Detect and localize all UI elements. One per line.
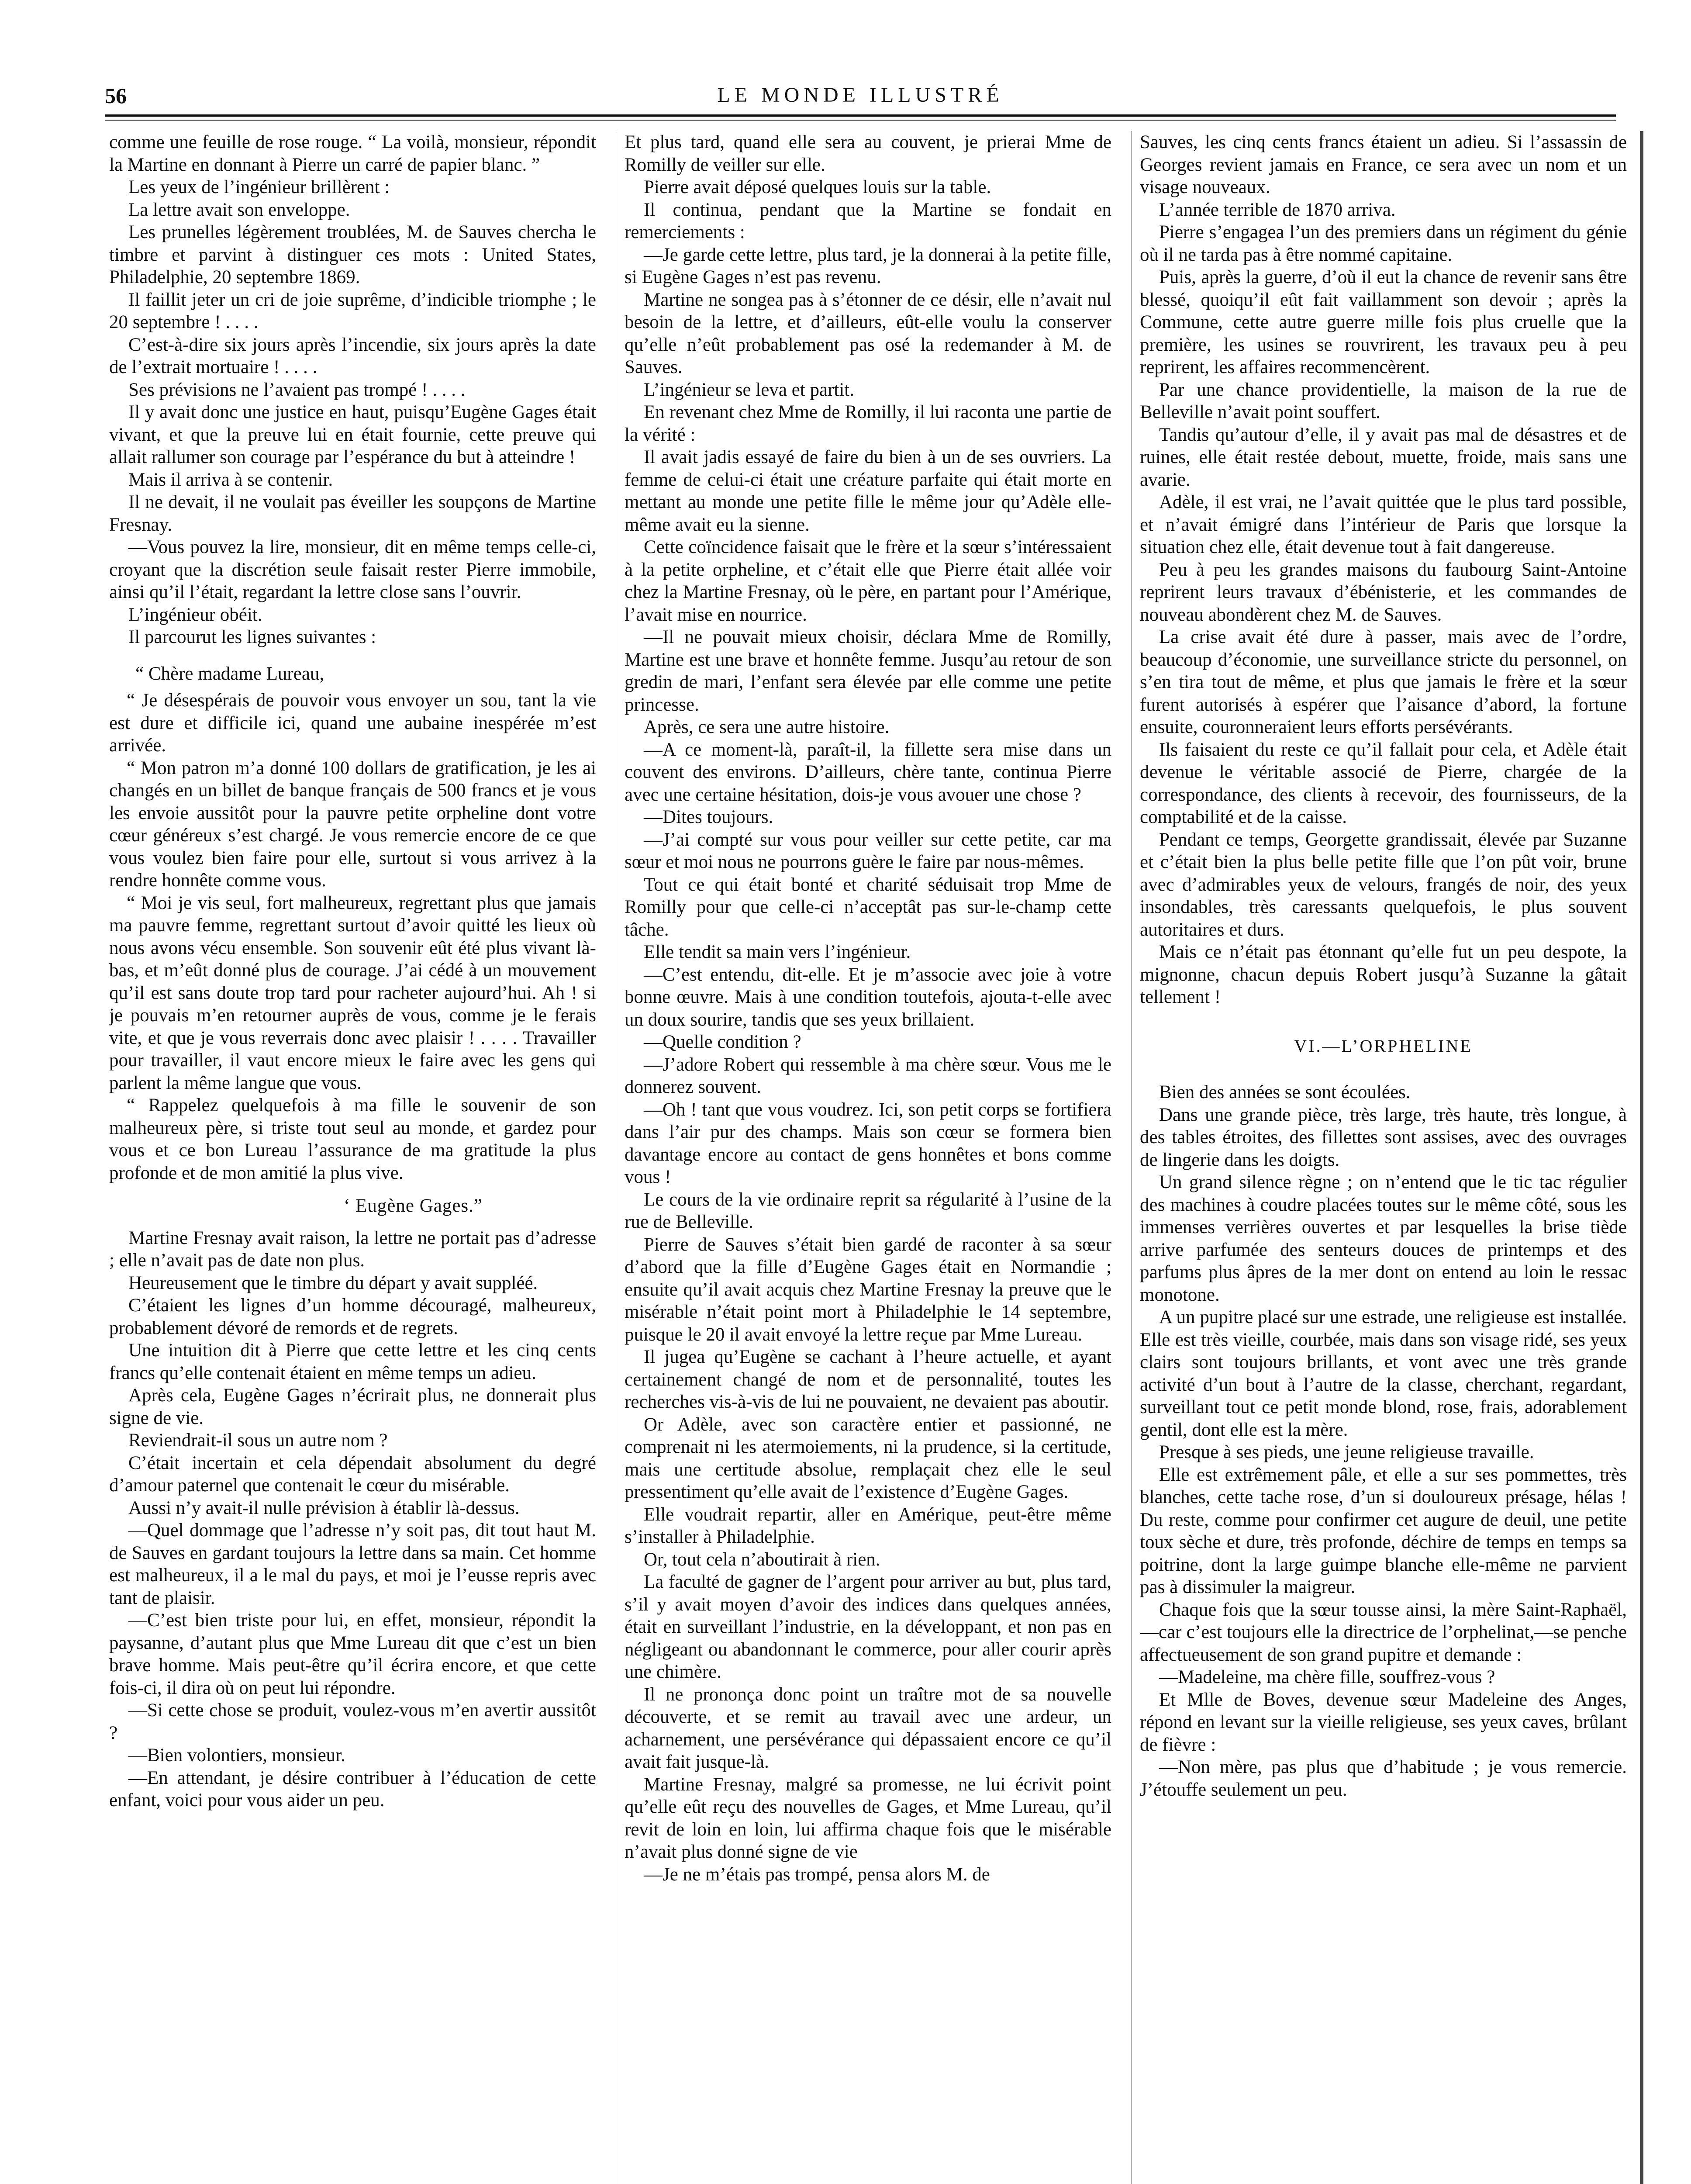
- paragraph: La faculté de gagner de l’argent pour arriver au but, plus tard, s’il y avait moyen d’avoir des indices dans quelques années, était en surveillant l’industrie, en la développant, et non pas en négligeant ou abandonnant le commerce, pour aller courir après une chimère.: [625, 1572, 1111, 1682]
- paragraph: —C’est bien triste pour lui, en effet, monsieur, répondit la paysanne, d’autant plus que Mme Lureau dit que c’est un bien brave homme. Mais peut-être qu’il écrira encore, et que cette fois-ci, il dira où on peut lui répondre.: [109, 1610, 596, 1698]
- paragraph: Une intuition dit à Pierre que cette lettre et les cinq cents francs qu’elle contenait étaient en même temps un adieu.: [109, 1340, 596, 1383]
- paragraph: —Non mère, pas plus que d’habitude ; je vous remercie. J’étouffe seulement un peu.: [1140, 1757, 1627, 1800]
- paragraph: Aussi n’y avait-il nulle prévision à établir là-dessus.: [128, 1497, 520, 1518]
- page-header: [105, 83, 1616, 109]
- paragraph: Après cela, Eugène Gages n’écrirait plus, ne donnerait plus signe de vie.: [109, 1385, 596, 1428]
- paragraph: Heureusement que le timbre du départ y avait suppléé.: [128, 1272, 538, 1293]
- paragraph: Les prunelles légèrement troublées, M. de Sauves chercha le timbre et parvint à distinguer ces mots : United States, Philadelphie, 20 septembre 1869.: [109, 222, 596, 287]
- paragraph: Peu à peu les grandes maisons du faubourg Saint-Antoine reprirent leurs travaux d’ébénisterie, et les commandes de nouveau abondèrent chez M. de Sauves.: [1140, 559, 1627, 625]
- paragraph: —Il ne pouvait mieux choisir, déclara Mme de Romilly, Martine est une brave et honnête femme. Jusqu’au retour de son gredin de mari, l’enfant sera élevée par elle comme une petite princesse.: [625, 627, 1111, 715]
- paragraph: Presque à ses pieds, une jeune religieuse travaille.: [1159, 1442, 1534, 1462]
- paragraph: Bien des années se sont écoulées.: [1159, 1082, 1411, 1102]
- paragraph: —Je garde cette lettre, plus tard, je la donnerai à la petite fille, si Eugène Gages n’est pas revenu.: [625, 244, 1111, 287]
- paragraph: Martine ne songea pas à s’étonner de ce désir, elle n’avait nul besoin de la lettre, et d’ailleurs, eût-elle voulu la conserver qu’elle n’eût probablement pas osé la redemander à M. de Sauves.: [625, 289, 1111, 377]
- paragraph: Il continua, pendant que la Martine se fondait en remerciements :: [625, 199, 1111, 242]
- paragraph: L’ingénieur se leva et partit.: [644, 379, 854, 400]
- paragraph: Ils faisaient du reste ce qu’il fallait pour cela, et Adèle était devenue le véritable associé de Pierre, chargée de la correspondance, des clients à recevoir, des fournisseurs, de la comptabilité et de la caisse.: [1140, 739, 1627, 827]
- letter-greeting: “ Chère madame Lureau,: [135, 663, 324, 684]
- paragraph: —Si cette chose se produit, voulez-vous m’en avertir aussitôt ?: [109, 1700, 596, 1743]
- paragraph: Le cours de la vie ordinaire reprit sa régularité à l’usine de la rue de Belleville.: [625, 1189, 1111, 1232]
- paragraph: —En attendant, je désire contribuer à l’éducation de cette enfant, voici pour vous aider un peu.: [109, 1767, 596, 1811]
- paragraph: —Quelle condition ?: [644, 1032, 801, 1052]
- paragraph: Par une chance providentielle, la maison de la rue de Belleville n’avait point souffert.: [1140, 379, 1627, 422]
- paragraph: Il avait jadis essayé de faire du bien à un de ses ouvriers. La femme de celui-ci était une créature parfaite qui était morte en mettant au monde une petite fille le même jour qu’Adèle elle-même avait eu la sienne.: [625, 447, 1111, 535]
- paragraph: Or, tout cela n’aboutirait à rien.: [644, 1549, 880, 1570]
- column-divider: [1131, 131, 1132, 2184]
- paragraph: Reviendrait-il sous un autre nom ?: [128, 1430, 388, 1451]
- paragraph: Il ne prononça donc point un traître mot de sa nouvelle découverte, et se remit au travail avec une ardeur, un acharnement, une persévérance qui dépassaient encore ce qu’il avait fait jusque-là.: [625, 1684, 1111, 1772]
- running-title: LE MONDE ILLUSTRÉ: [717, 83, 1004, 107]
- paragraph: Les yeux de l’ingénieur brillèrent :: [128, 177, 390, 197]
- paragraph: Il y avait donc une justice en haut, puisqu’Eugène Gages était vivant, et que la preuve lui en était fournie, cette preuve qui allait rallumer son courage par l’espérance du but à atteindre !: [109, 402, 596, 467]
- header-rule: [105, 114, 1616, 117]
- paragraph: Après, ce sera une autre histoire.: [644, 717, 890, 737]
- paragraph: —Je ne m’étais pas trompé, pensa alors M. de: [644, 1864, 990, 1885]
- letter-signature: ‘ Eugène Gages.”: [343, 1196, 483, 1216]
- paragraph: Il faillit jeter un cri de joie suprême, d’indicible triomphe ; le 20 septembre ! . . . .: [109, 289, 596, 332]
- paragraph: —C’est entendu, dit-elle. Et je m’associe avec joie à votre bonne œuvre. Mais à une condition toutefois, ajouta-t-elle avec un doux sourire, tandis que ses yeux brillaient.: [625, 964, 1111, 1030]
- paragraph: —Quel dommage que l’adresse n’y soit pas, dit tout haut M. de Sauves en gardant toujours la lettre dans sa main. Cet homme est malheureux, il a le mal du pays, et moi je l’eusse repris avec tant de plaisir.: [109, 1520, 596, 1608]
- paragraph: C’était incertain et cela dépendait absolument du degré d’amour paternel que contenait le cœur du misérable.: [109, 1452, 596, 1496]
- paragraph: Elle voudrait repartir, aller en Amérique, peut-être même s’installer à Philadelphie.: [625, 1504, 1111, 1547]
- paragraph: Ses prévisions ne l’avaient pas trompé ! . . . .: [128, 379, 466, 400]
- paragraph: Sauves, les cinq cents francs étaient un adieu. Si l’assassin de Georges revient jamais en France, ce sera avec un nom et un visage nouveaux.: [1140, 132, 1627, 197]
- paragraph: C’étaient les lignes d’un homme découragé, malheureux, probablement dévoré de remords et de regrets.: [109, 1295, 596, 1338]
- paragraph: Il parcourut les lignes suivantes :: [128, 627, 376, 647]
- paragraph: Et Mlle de Boves, devenue sœur Madeleine des Anges, répond en levant sur la vieille religieuse, ses yeux caves, brûlant de fièvre :: [1140, 1689, 1627, 1755]
- paragraph: Pierre de Sauves s’était bien gardé de raconter à sa sœur d’abord que la fille d’Eugène Gages était en Normandie ; ensuite qu’il avait acquis chez Martine Fresnay la preuve que le misérable n’était point mort à Philadelphie le 14 septembre, puisque le 20 il avait envoyé la lettre reçue par Mme Lureau.: [625, 1234, 1111, 1345]
- paragraph: —Dites toujours.: [644, 807, 773, 827]
- letter-paragraph: “ Rappelez quelquefois à ma fille le souvenir de son malheureux père, si triste tout seul au monde, et gardez pour vous et ce bon Lureau l’assurance de ma gratitude la plus profonde et de mon amitié la plus vive.: [109, 1095, 596, 1183]
- paragraph: La lettre avait son enveloppe.: [128, 199, 350, 220]
- paragraph: Dans une grande pièce, très large, très haute, très longue, à des tables étroites, des fillettes sont assises, avec des ouvrages de lingerie dans les doigts.: [1140, 1104, 1627, 1170]
- paragraph: Chaque fois que la sœur tousse ainsi, la mère Saint-Raphaël,—car c’est toujours elle la directrice de l’orphelinat,—se penche affectueusement de son grand pupitre et demande :: [1140, 1599, 1627, 1665]
- text-column-3: [1140, 131, 1627, 2184]
- paragraph: Martine Fresnay avait raison, la lettre ne portait pas d’adresse ; elle n’avait pas de date non plus.: [109, 1227, 596, 1271]
- paragraph: Adèle, il est vrai, ne l’avait quittée que le plus tard possible, et n’avait émigré dans l’intérieur de Paris que lorsque la situation chez elle, était devenue tout à fait dangereuse.: [1140, 492, 1627, 557]
- paragraph: —A ce moment-là, paraît-il, la fillette sera mise dans un couvent des environs. D’ailleurs, chère tante, continua Pierre avec une certaine hésitation, dois-je vous avouer une chose ?: [625, 739, 1111, 805]
- text-column-2: [625, 131, 1111, 2184]
- paragraph: comme une feuille de rose rouge. “ La voilà, monsieur, répondit la Martine en donnant à Pierre un carré de papier blanc. ”: [109, 132, 596, 175]
- paragraph: —Madeleine, ma chère fille, souffrez-vous ?: [1159, 1667, 1495, 1687]
- paragraph: Un grand silence règne ; on n’entend que le tic tac régulier des machines à coudre placées toutes sur le même côté, sous les immenses verrières ouvertes et par lesquelles la brise tiède arrive parfumée des senteurs douces de printemps et des parfums plus âpres de la mer dont on entend au loin le ressac monotone.: [1140, 1172, 1627, 1305]
- paragraph: L’ingénieur obéit.: [128, 604, 262, 625]
- text-column-1: [109, 131, 596, 2184]
- paragraph: Cette coïncidence faisait que le frère et la sœur s’intéressaient à la petite orpheline, et c’était elle que Pierre était allée voir chez la Martine Fresnay, où le père, en partant pour l’Amérique, l’avait mise en nourrice.: [625, 537, 1111, 625]
- paragraph: Il ne devait, il ne voulait pas éveiller les soupçons de Martine Fresnay.: [109, 492, 596, 535]
- paragraph: La crise avait été dure à passer, mais avec de l’ordre, beaucoup d’économie, une surveillance stricte du personnel, on s’en tira tout de même, et plus que jamais le frère et la sœur furent autorisés à espérer que l’aisance d’abord, la fortune ensuite, couronneraient leurs efforts persévérants.: [1140, 627, 1627, 737]
- section-heading: VI.—L’ORPHELINE: [1294, 1036, 1473, 1056]
- paragraph: En revenant chez Mme de Romilly, il lui raconta une partie de la vérité :: [625, 402, 1111, 445]
- paragraph: A un pupitre placé sur une estrade, une religieuse est installée. Elle est très vieille, courbée, mais dans son visage ridé, ses yeux clairs sont toujours brillants, et vont avec une très grande activité d’un bout à l’autre de la classe, cherchant, regardant, surveillant tout ce petit monde blond, rose, frais, adorablement gentil, dont elle est la mère.: [1140, 1307, 1627, 1440]
- page-number: 56: [105, 83, 127, 108]
- paragraph: Il jugea qu’Eugène se cachant à l’heure actuelle, et ayant certainement changé de nom et de personnalité, toutes les recherches vis-à-vis de lui ne pouvaient, ne devaient pas aboutir.: [625, 1347, 1111, 1412]
- paragraph: Pierre avait déposé quelques louis sur la table.: [644, 177, 991, 197]
- paragraph: C’est-à-dire six jours après l’incendie, six jours après la date de l’extrait mortuaire ! . . . .: [109, 334, 596, 377]
- paragraph: Pendant ce temps, Georgette grandissait, élevée par Suzanne et c’était bien la plus belle petite fille que l’on pût voir, brune avec d’admirables yeux de velours, frangés de noir, des yeux insondables, très caressants quelquefois, le plus souvent autoritaires et durs.: [1140, 829, 1627, 940]
- paragraph: Tandis qu’autour d’elle, il y avait pas mal de désastres et de ruines, elle était restée debout, muette, froide, mais sans une avarie.: [1140, 424, 1627, 490]
- paragraph: Martine Fresnay, malgré sa promesse, ne lui écrivit point qu’elle eût reçu des nouvelles de Gages, et Mme Lureau, qu’il revit de loin en loin, lui affirma chaque fois que le misérable n’avait plus donné signe de vie: [625, 1774, 1111, 1862]
- letter-paragraph: “ Mon patron m’a donné 100 dollars de gratification, je les ai changés en un billet de banque français de 500 francs et je vous les envoie aussitôt pour la pauvre petite orpheline dont votre cœur généreux s’est chargé. Je vous remercie encore de ce que vous voulez bien faire pour elle, surtout si vous arrivez à la rendre honnête comme vous.: [109, 757, 596, 891]
- paragraph: —Bien volontiers, monsieur.: [128, 1745, 345, 1766]
- paragraph: L’année terrible de 1870 arriva.: [1159, 199, 1396, 220]
- paragraph: Et plus tard, quand elle sera au couvent, je prierai Mme de Romilly de veiller sur elle.: [625, 132, 1111, 175]
- paragraph: Tout ce qui était bonté et charité séduisait trop Mme de Romilly pour que celle-ci n’acceptât pas sur-le-champ cette tâche.: [625, 874, 1111, 940]
- paragraph: —J’adore Robert qui ressemble à ma chère sœur. Vous me le donnerez souvent.: [625, 1054, 1111, 1097]
- page-edge-shadow: [1640, 131, 1643, 2184]
- paragraph: Or Adèle, avec son caractère entier et passionné, ne comprenait ni les atermoiements, ni la prudence, si la certitude, mais une certitude absolue, remplaçait chez elle le seul pressentiment qu’elle avait de l’existence d’Eugène Gages.: [625, 1414, 1111, 1502]
- paragraph: —Oh ! tant que vous voudrez. Ici, son petit corps se fortifiera dans l’air pur des champs. Mais son cœur se formera bien davantage encore au contact de gens honnêtes et bons comme vous !: [625, 1099, 1111, 1187]
- paragraph: Elle tendit sa main vers l’ingénieur.: [644, 942, 911, 962]
- paragraph: Elle est extrêmement pâle, et elle a sur ses pommettes, très blanches, cette tache rose, d’un si douloureux présage, hélas ! Du reste, comme pour confirmer cet augure de deuil, une petite toux sèche et dure, très profonde, déchire de temps en temps sa poitrine, dont la large guimpe blanche elle-même ne parvient pas à dissimuler la maigreur.: [1140, 1464, 1627, 1597]
- paragraph: Puis, après la guerre, d’où il eut la chance de revenir sans être blessé, quoiqu’il eût fait vaillamment son devoir ; après la Commune, cette autre guerre mille fois plus cruelle que la première, les usines se rouvrirent, les travaux peu à peu reprirent, les affaires recommencèrent.: [1140, 267, 1627, 377]
- paragraph: Mais il arriva à se contenir.: [128, 469, 333, 490]
- paragraph: Mais ce n’était pas étonnant qu’elle fut un peu despote, la mignonne, chacun depuis Robert jusqu’à Suzanne la gâtait tellement !: [1140, 942, 1627, 1007]
- letter-paragraph: “ Je désespérais de pouvoir vous envoyer un sou, tant la vie est dure et difficile ici, quand une aubaine inespérée m’est arrivée.: [109, 690, 596, 756]
- header-rule-thin: [105, 120, 1616, 121]
- paragraph: —Vous pouvez la lire, monsieur, dit en même temps celle-ci, croyant que la discrétion seule faisait rester Pierre immobile, ainsi qu’il l’était, regardant la lettre close sans l’ouvrir.: [109, 537, 596, 602]
- paragraph: Pierre s’engagea l’un des premiers dans un régiment du génie où il ne tarda pas à être nommé capitaine.: [1140, 222, 1627, 265]
- letter-paragraph: “ Moi je vis seul, fort malheureux, regrettant plus que jamais ma pauvre femme, regrettant surtout d’avoir quitté les lieux où nous avons vécu ensemble. Son souvenir eût été plus vivant là-bas, et m’eût donné plus de courage. J’ai cédé à un mouvement qu’il est sans doute trop tard pour racheter aujourd’hui. Ah ! si je pouvais m’en retourner auprès de vous, comme je le ferais vite, et que je vous reverrais donc avec plaisir ! . . . . Travailler pour travailler, il vaut encore mieux le faire avec les gens qui parlent la même langue que vous.: [109, 892, 596, 1093]
- paragraph: —J’ai compté sur vous pour veiller sur cette petite, car ma sœur et moi nous ne pourrons guère le faire par nous-mêmes.: [625, 829, 1111, 872]
